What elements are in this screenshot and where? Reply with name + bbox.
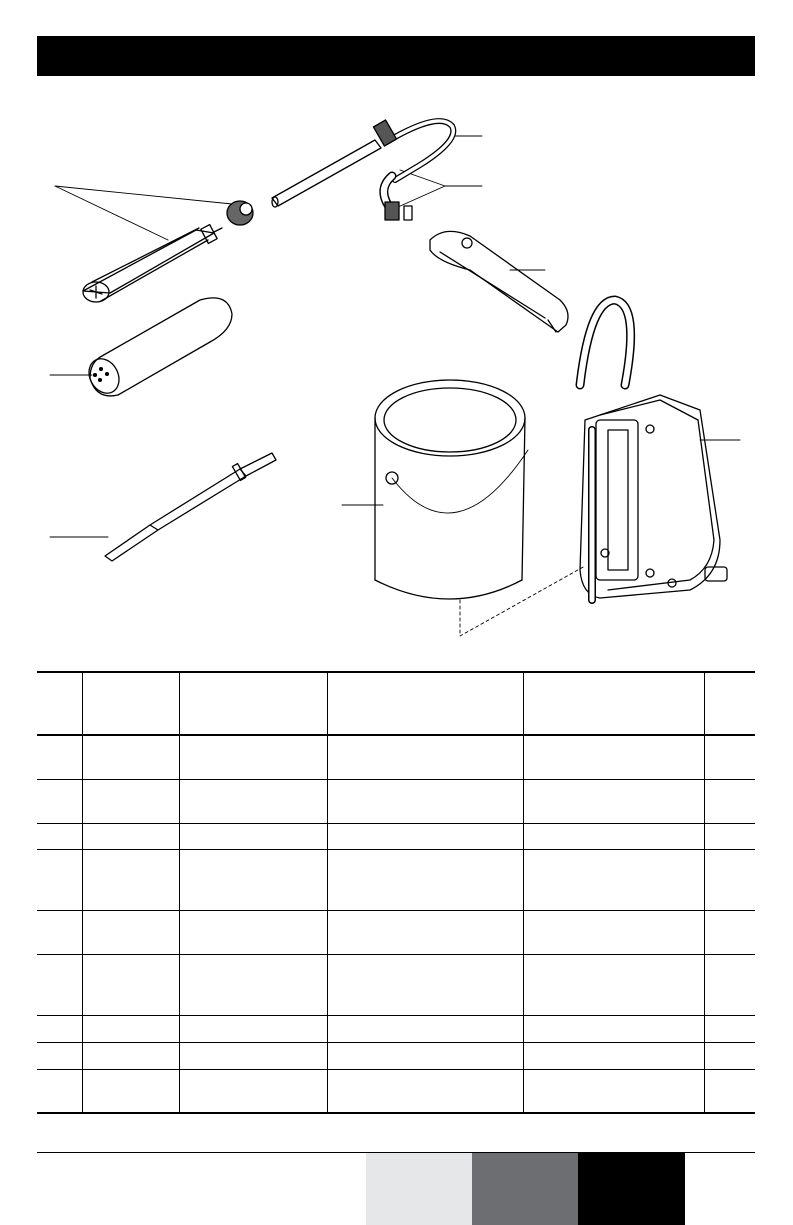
table-cell [523, 779, 704, 823]
table-cell [179, 1015, 327, 1042]
table-cell [523, 735, 704, 779]
table-row [37, 849, 755, 910]
table-cell [82, 954, 179, 1015]
table-cell [704, 1015, 755, 1042]
paint-bucket [375, 380, 528, 599]
column-header [523, 672, 704, 735]
table-cell [704, 1069, 755, 1113]
table-cell [179, 735, 327, 779]
parts-table [37, 671, 755, 1114]
extension-pole [105, 453, 276, 561]
dark-gray-swatch [472, 1153, 578, 1225]
table-cell [82, 735, 179, 779]
table-row [37, 1015, 755, 1042]
table-cell [37, 910, 82, 954]
table-cell [327, 954, 523, 1015]
table-cell [82, 1015, 179, 1042]
roller-cover [83, 298, 232, 399]
table-cell [82, 1042, 179, 1069]
table-cell [82, 910, 179, 954]
table-cell [82, 1069, 179, 1113]
table-cell [179, 823, 327, 849]
table-cell [37, 849, 82, 910]
black-swatch [578, 1153, 685, 1225]
table-cell [704, 779, 755, 823]
column-header [327, 672, 523, 735]
table-cell [523, 849, 704, 910]
table-cell [704, 735, 755, 779]
table-cell [327, 735, 523, 779]
table-row [37, 735, 755, 779]
table-cell [179, 1069, 327, 1113]
table-cell [523, 823, 704, 849]
table-cell [37, 1069, 82, 1113]
table-cell [82, 779, 179, 823]
table-cell [704, 823, 755, 849]
table-row [37, 779, 755, 823]
table-cell [37, 1015, 82, 1042]
table-cell [704, 954, 755, 1015]
table-row [37, 823, 755, 849]
table-cell [82, 849, 179, 910]
table-cell [523, 954, 704, 1015]
parts-diagram [0, 85, 793, 645]
table-cell [179, 849, 327, 910]
table-cell [327, 823, 523, 849]
inlet-screen-assembly [83, 225, 222, 302]
table-cell [327, 849, 523, 910]
table-header-row [37, 672, 755, 735]
table-cell [179, 1042, 327, 1069]
supply-hose-assembly [373, 120, 453, 220]
table-cell [37, 954, 82, 1015]
table-cell [523, 1042, 704, 1069]
column-header [179, 672, 327, 735]
table-cell [37, 735, 82, 779]
table-row [37, 1069, 755, 1113]
table-cell [37, 823, 82, 849]
table-cell [179, 910, 327, 954]
table-cell [179, 954, 327, 1015]
table-cell [327, 779, 523, 823]
table-cell [523, 910, 704, 954]
table-cell [327, 910, 523, 954]
table-cell [327, 1015, 523, 1042]
table-cell [523, 1015, 704, 1042]
table-row [37, 1042, 755, 1069]
light-gray-swatch [366, 1153, 472, 1225]
table-cell [37, 779, 82, 823]
table-cell [704, 910, 755, 954]
section-header-bar [37, 36, 755, 76]
table-cell [37, 1042, 82, 1069]
table-cell [704, 1042, 755, 1069]
roller-handle [430, 231, 568, 332]
strainer-cap [227, 201, 253, 225]
column-header [37, 672, 82, 735]
table-cell [179, 779, 327, 823]
table-cell [327, 1042, 523, 1069]
callout-leaders [50, 136, 740, 537]
table-cell [327, 1069, 523, 1113]
pump-unit [580, 300, 727, 600]
column-header [82, 672, 179, 735]
feed-tube [272, 140, 381, 207]
table-row [37, 910, 755, 954]
table-cell [523, 1069, 704, 1113]
table-cell [82, 823, 179, 849]
table-row [37, 954, 755, 1015]
column-header [704, 672, 755, 735]
table-cell [704, 849, 755, 910]
